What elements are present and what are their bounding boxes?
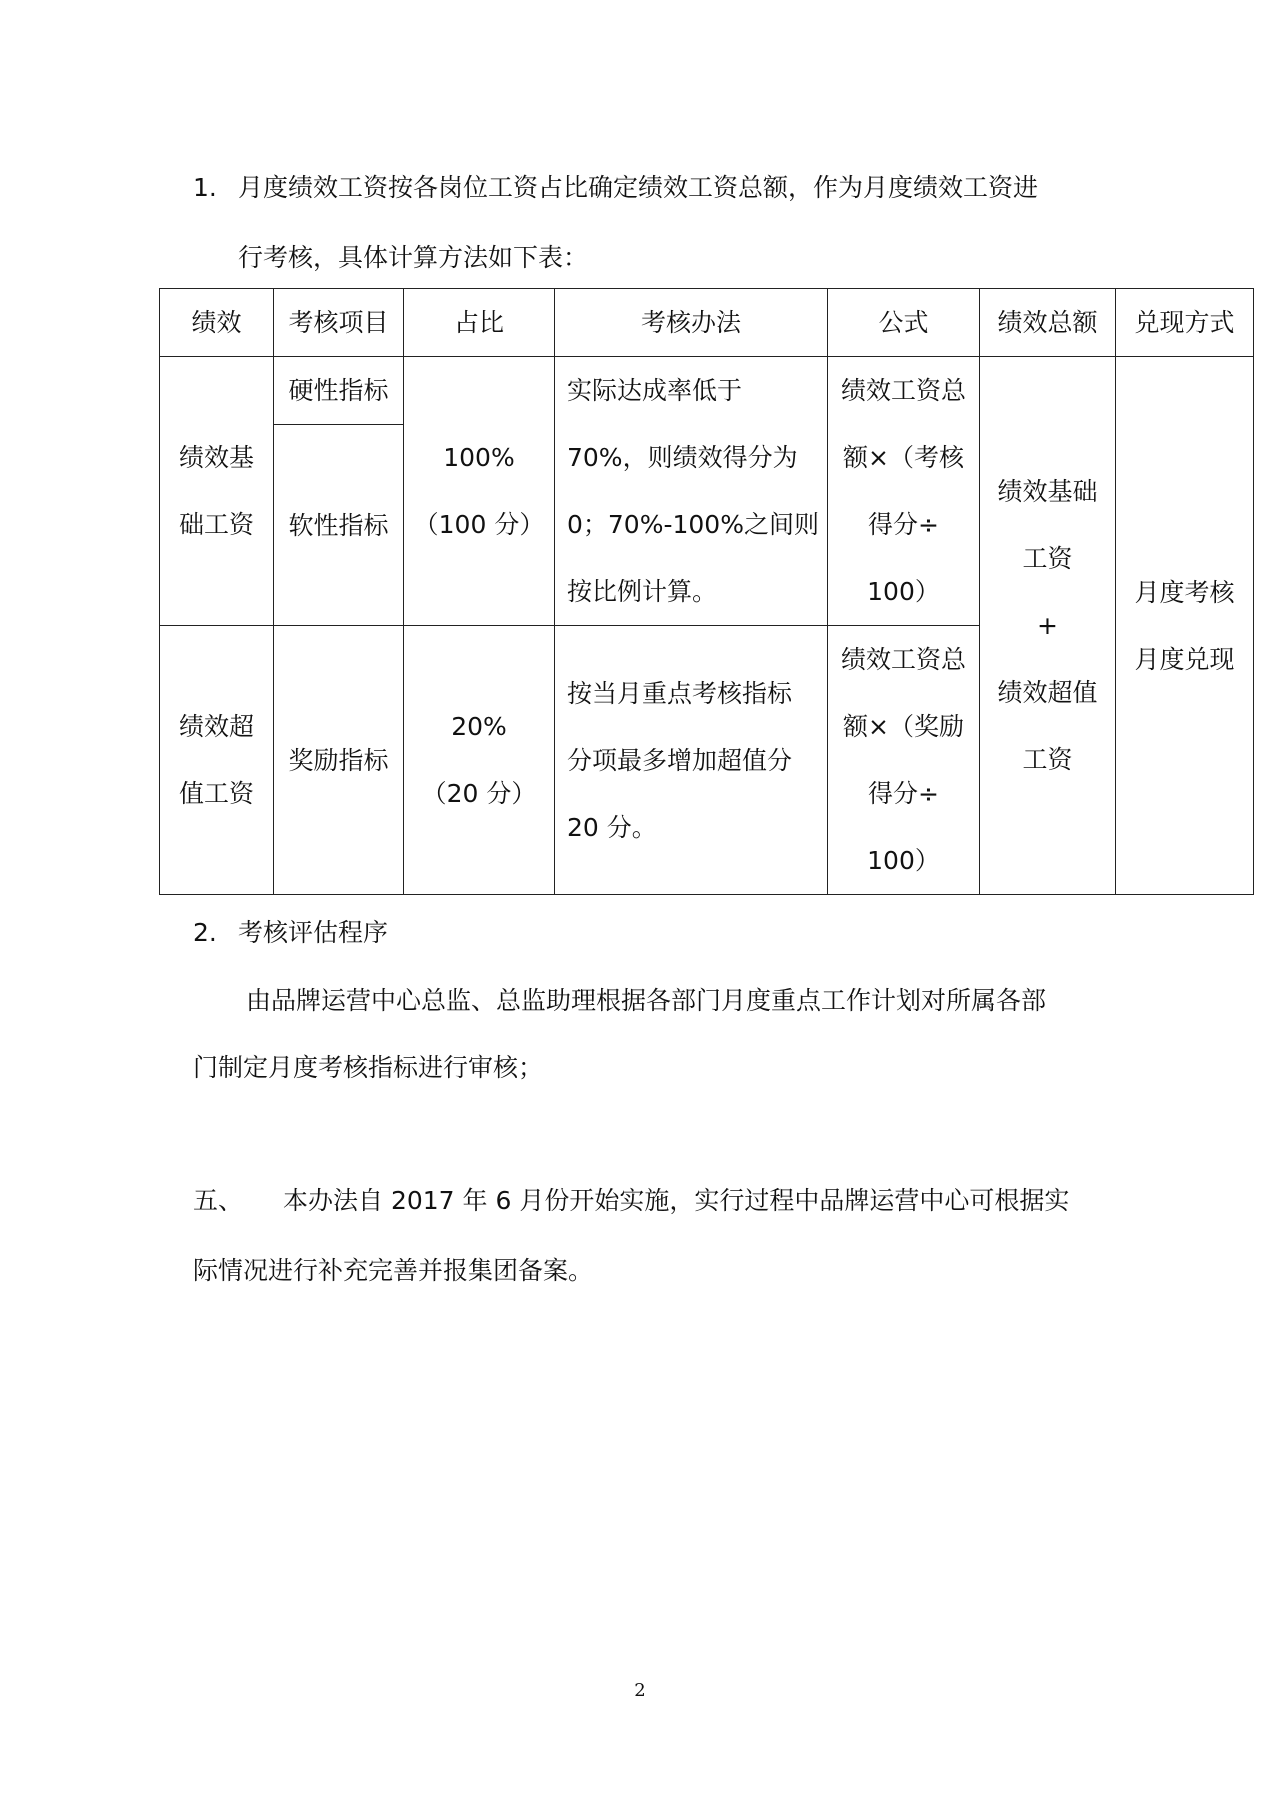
- item2-heading: [193, 917, 388, 949]
- section5-number: 五、: [193, 1186, 244, 1215]
- item2-line1: 由品牌运营中心总监、总监助理根据各部门月度重点工作计划对所属各部: [246, 986, 1047, 1015]
- section5-text-1: 本办法自 2017 年 6 月份开始实施，实行过程中品牌运营中心可根据实: [283, 1186, 1070, 1215]
- formula-text: 额×（奖励: [843, 712, 964, 741]
- category-text: 绩效基: [178, 443, 254, 472]
- category-text: 值工资: [178, 779, 254, 808]
- header-cell: 占比: [404, 289, 555, 357]
- item2-line2: 门制定月度考核指标进行审核；: [193, 1053, 544, 1082]
- formula-cell: [828, 357, 980, 626]
- formula-text: 100）: [867, 577, 940, 606]
- item1-line2: 行考核，具体计算方法如下表：: [238, 243, 589, 272]
- item-cell: 软性指标: [274, 425, 404, 626]
- method-cell: [555, 626, 828, 895]
- payout-text: 月度兑现: [1134, 644, 1235, 674]
- formula-text: 绩效工资总: [840, 645, 966, 674]
- formula-text: 额×（考核: [843, 443, 964, 472]
- total-text: 工资: [1022, 745, 1073, 774]
- formula-text: 100）: [867, 846, 940, 875]
- header-cell: 公式: [828, 289, 980, 357]
- ratio-text: 20%: [451, 712, 507, 741]
- total-text: 工资: [1022, 544, 1073, 573]
- ratio-text: 100%: [443, 443, 515, 472]
- header-cell: 绩效总额: [980, 289, 1116, 357]
- table-row: [160, 357, 1254, 425]
- formula-text: 得分÷: [868, 510, 939, 539]
- item-cell: 奖励指标: [274, 626, 404, 895]
- header-cell: 考核项目: [274, 289, 404, 357]
- category-cell: [160, 626, 274, 895]
- total-cell: [980, 357, 1116, 895]
- table-header-row: [160, 289, 1254, 357]
- formula-text: 绩效工资总: [840, 376, 966, 405]
- item2-number: 2.: [193, 918, 217, 947]
- method-text: 实际达成率低于: [567, 376, 743, 405]
- category-text: 础工资: [178, 510, 254, 539]
- item1-text-1: 月度绩效工资按各岗位工资占比确定绩效工资总额，作为月度绩效工资进: [238, 173, 1039, 202]
- item1-number: 1.: [193, 173, 217, 202]
- ratio-text: （20 分）: [421, 779, 537, 808]
- category-text: 绩效超: [178, 712, 254, 741]
- section5-line1: [193, 1185, 1069, 1217]
- method-text: 按比例计算。: [567, 577, 718, 606]
- formula-cell: [828, 626, 980, 895]
- method-cell: [555, 357, 828, 626]
- method-text: 70%，则绩效得分为: [567, 443, 798, 472]
- header-cell: 绩效: [160, 289, 274, 357]
- item2-title: 考核评估程序: [238, 918, 389, 947]
- ratio-cell: [404, 357, 555, 626]
- header-cell: 考核办法: [555, 289, 828, 357]
- category-cell: [160, 357, 274, 626]
- item-cell: 硬性指标: [274, 357, 404, 425]
- payout-cell: [1116, 357, 1254, 895]
- page-number: 2: [634, 1680, 646, 1701]
- header-cell: 兑现方式: [1116, 289, 1254, 357]
- method-text: 0；70%-100%之间则: [567, 510, 819, 539]
- payout-text: 月度考核: [1134, 577, 1235, 607]
- ratio-text: （100 分）: [413, 510, 545, 539]
- method-text: 分项最多增加超值分: [567, 745, 793, 775]
- total-text: 绩效基础: [997, 477, 1098, 506]
- ratio-cell: [404, 626, 555, 895]
- total-text: +: [1037, 611, 1058, 640]
- section5-line2: 际情况进行补充完善并报集团备案。: [193, 1256, 594, 1285]
- method-text: 按当月重点考核指标: [567, 678, 793, 708]
- performance-table: [159, 288, 1254, 895]
- formula-text: 得分÷: [868, 779, 939, 808]
- method-text: 20 分。: [567, 812, 657, 842]
- total-text: 绩效超值: [997, 678, 1098, 707]
- item1-line1: [193, 172, 1038, 204]
